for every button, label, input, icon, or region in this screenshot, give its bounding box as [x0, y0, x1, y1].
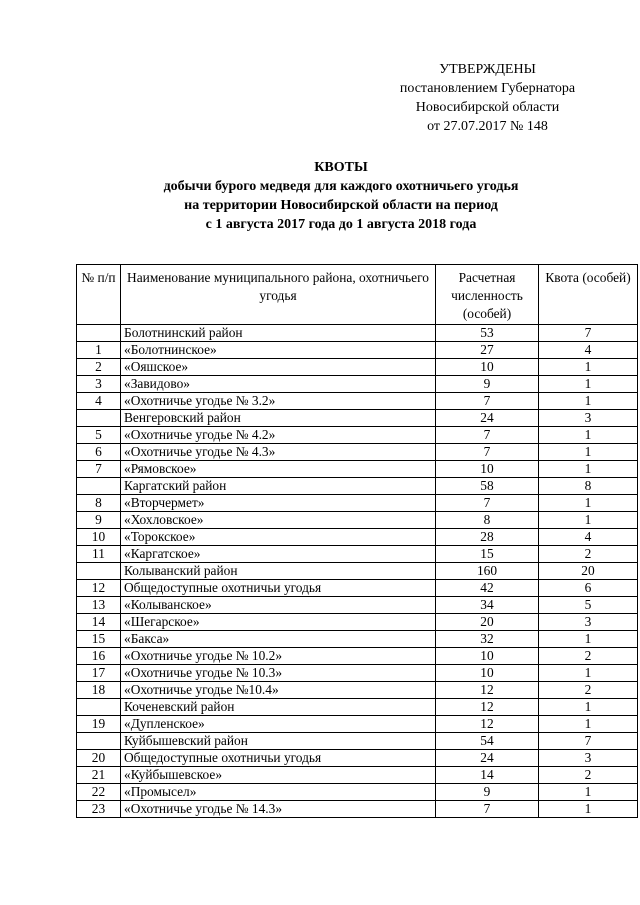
approval-line-region: Новосибирской области [415, 100, 560, 115]
row-number-cell: 16 [77, 648, 121, 665]
table-row [77, 410, 638, 427]
table-row [77, 648, 638, 665]
table-row [77, 393, 638, 410]
table-row [77, 427, 638, 444]
row-count-cell: 12 [436, 716, 539, 733]
row-count-cell: 9 [436, 376, 539, 393]
row-quota-cell: 3 [539, 614, 638, 631]
row-quota-cell: 1 [539, 393, 638, 410]
row-number-cell: 13 [77, 597, 121, 614]
row-name-cell: «Промысел» [121, 784, 436, 801]
row-name-cell: «Торокское» [121, 529, 436, 546]
table-row [77, 359, 638, 376]
row-quota-cell: 20 [539, 563, 638, 580]
row-count-cell: 58 [436, 478, 539, 495]
row-count-cell: 14 [436, 767, 539, 784]
table-row [77, 478, 638, 495]
row-quota-cell: 1 [539, 376, 638, 393]
row-count-cell: 10 [436, 461, 539, 478]
row-name-cell: Венгеровский район [121, 410, 436, 427]
row-name-cell: Коченевский район [121, 699, 436, 716]
row-quota-cell: 1 [539, 784, 638, 801]
table-row [77, 563, 638, 580]
row-count-cell: 7 [436, 444, 539, 461]
row-number-cell: 1 [77, 342, 121, 359]
row-name-cell: Каргатский район [121, 478, 436, 495]
row-quota-cell: 5 [539, 597, 638, 614]
row-count-cell: 28 [436, 529, 539, 546]
table-row [77, 631, 638, 648]
row-count-cell: 7 [436, 393, 539, 410]
table-header-row [77, 265, 638, 325]
approval-line-resolution: постановлением Губернатора [399, 81, 576, 96]
table-row [77, 546, 638, 563]
row-number-cell: 21 [77, 767, 121, 784]
row-number-cell: 6 [77, 444, 121, 461]
row-name-cell: «Охотничье угодье № 4.3» [121, 444, 436, 461]
table-row [77, 342, 638, 359]
row-quota-cell: 8 [539, 478, 638, 495]
row-quota-cell: 1 [539, 427, 638, 444]
row-number-cell: 7 [77, 461, 121, 478]
table-row [77, 767, 638, 784]
row-name-cell: Общедоступные охотничьи угодья [121, 580, 436, 597]
table-row [77, 580, 638, 597]
row-name-cell: Куйбышевский район [121, 733, 436, 750]
row-quota-cell: 1 [539, 444, 638, 461]
row-quota-cell: 1 [539, 631, 638, 648]
row-number-cell: 14 [77, 614, 121, 631]
table-body [77, 325, 638, 818]
row-count-cell: 34 [436, 597, 539, 614]
row-count-cell: 9 [436, 784, 539, 801]
row-name-cell: «Охотничье угодье № 10.3» [121, 665, 436, 682]
row-name-cell: Колыванский район [121, 563, 436, 580]
row-quota-cell: 3 [539, 750, 638, 767]
table-row [77, 444, 638, 461]
approval-line-date: от 27.07.2017 № 148 [427, 119, 548, 134]
row-name-cell: «Каргатское» [121, 546, 436, 563]
row-quota-cell: 4 [539, 342, 638, 359]
table-row [77, 733, 638, 750]
row-name-cell: «Охотничье угодье №10.4» [121, 682, 436, 699]
table-row [77, 325, 638, 342]
table-row [77, 784, 638, 801]
row-count-cell: 10 [436, 665, 539, 682]
row-number-cell: 22 [77, 784, 121, 801]
table-row [77, 597, 638, 614]
table-row [77, 614, 638, 631]
row-count-cell: 160 [436, 563, 539, 580]
row-name-cell: «Вторчермет» [121, 495, 436, 512]
row-name-cell: «Куйбышевское» [121, 767, 436, 784]
row-count-cell: 7 [436, 801, 539, 818]
title-line-3: на территории Новосибирской области на период [184, 198, 498, 213]
row-number-cell: 17 [77, 665, 121, 682]
row-name-cell: «Рямовское» [121, 461, 436, 478]
table-row [77, 750, 638, 767]
row-quota-cell: 1 [539, 665, 638, 682]
row-quota-cell: 1 [539, 699, 638, 716]
header-name: Наименование муниципального района, охотничьего угодья [121, 265, 436, 325]
row-name-cell: «Ояшское» [121, 359, 436, 376]
row-count-cell: 54 [436, 733, 539, 750]
row-quota-cell: 2 [539, 767, 638, 784]
table-row [77, 716, 638, 733]
row-number-cell: 8 [77, 495, 121, 512]
table-row [77, 801, 638, 818]
row-number-cell: 20 [77, 750, 121, 767]
row-count-cell: 20 [436, 614, 539, 631]
row-name-cell: «Охотничье угодье № 10.2» [121, 648, 436, 665]
row-quota-cell: 1 [539, 461, 638, 478]
row-number-cell: 11 [77, 546, 121, 563]
row-count-cell: 24 [436, 410, 539, 427]
row-name-cell: «Охотничье угодье № 3.2» [121, 393, 436, 410]
title-line-4: с 1 августа 2017 года до 1 августа 2018 года [205, 217, 477, 232]
table-row [77, 512, 638, 529]
row-count-cell: 10 [436, 359, 539, 376]
row-quota-cell: 1 [539, 512, 638, 529]
row-quota-cell: 2 [539, 682, 638, 699]
row-quota-cell: 7 [539, 733, 638, 750]
row-number-cell [77, 733, 121, 750]
table-row [77, 699, 638, 716]
row-name-cell: «Болотнинское» [121, 342, 436, 359]
row-number-cell: 18 [77, 682, 121, 699]
header-number: № п/п [77, 265, 121, 325]
row-count-cell: 27 [436, 342, 539, 359]
row-count-cell: 7 [436, 495, 539, 512]
title-line-1: КВОТЫ [314, 160, 368, 175]
row-number-cell: 12 [77, 580, 121, 597]
row-quota-cell: 4 [539, 529, 638, 546]
approval-line-approved: УТВЕРЖДЕНЫ [439, 62, 536, 77]
header-count: Расчетная численность (особей) [436, 265, 539, 325]
row-name-cell: «Охотничье угодье № 4.2» [121, 427, 436, 444]
approval-stamp [380, 60, 595, 136]
row-number-cell: 5 [77, 427, 121, 444]
row-name-cell: «Хохловское» [121, 512, 436, 529]
row-name-cell: «Колыванское» [121, 597, 436, 614]
quota-table [76, 264, 638, 818]
table-row [77, 665, 638, 682]
row-number-cell: 9 [77, 512, 121, 529]
row-name-cell: «Шегарское» [121, 614, 436, 631]
row-count-cell: 24 [436, 750, 539, 767]
row-quota-cell: 3 [539, 410, 638, 427]
row-number-cell [77, 325, 121, 342]
table-row [77, 376, 638, 393]
row-number-cell: 23 [77, 801, 121, 818]
row-name-cell: «Дупленское» [121, 716, 436, 733]
document-title [75, 158, 607, 234]
row-quota-cell: 2 [539, 648, 638, 665]
row-name-cell: Общедоступные охотничьи угодья [121, 750, 436, 767]
row-count-cell: 12 [436, 699, 539, 716]
row-name-cell: Болотнинский район [121, 325, 436, 342]
row-number-cell [77, 699, 121, 716]
row-quota-cell: 1 [539, 359, 638, 376]
row-number-cell: 15 [77, 631, 121, 648]
row-count-cell: 32 [436, 631, 539, 648]
row-count-cell: 12 [436, 682, 539, 699]
row-number-cell [77, 410, 121, 427]
row-number-cell: 19 [77, 716, 121, 733]
row-count-cell: 42 [436, 580, 539, 597]
row-count-cell: 8 [436, 512, 539, 529]
row-number-cell: 10 [77, 529, 121, 546]
row-name-cell: «Охотничье угодье № 14.3» [121, 801, 436, 818]
row-count-cell: 7 [436, 427, 539, 444]
table-row [77, 461, 638, 478]
row-number-cell: 3 [77, 376, 121, 393]
row-count-cell: 53 [436, 325, 539, 342]
row-quota-cell: 6 [539, 580, 638, 597]
header-quota: Квота (особей) [539, 265, 638, 325]
row-number-cell: 4 [77, 393, 121, 410]
row-count-cell: 15 [436, 546, 539, 563]
row-number-cell: 2 [77, 359, 121, 376]
row-quota-cell: 7 [539, 325, 638, 342]
row-quota-cell: 2 [539, 546, 638, 563]
table-row [77, 682, 638, 699]
title-line-2: добычи бурого медведя для каждого охотничьего угодья [163, 179, 519, 194]
row-number-cell [77, 478, 121, 495]
row-name-cell: «Завидово» [121, 376, 436, 393]
row-quota-cell: 1 [539, 495, 638, 512]
table-row [77, 495, 638, 512]
row-name-cell: «Бакса» [121, 631, 436, 648]
row-number-cell [77, 563, 121, 580]
row-quota-cell: 1 [539, 716, 638, 733]
table-row [77, 529, 638, 546]
row-count-cell: 10 [436, 648, 539, 665]
row-quota-cell: 1 [539, 801, 638, 818]
